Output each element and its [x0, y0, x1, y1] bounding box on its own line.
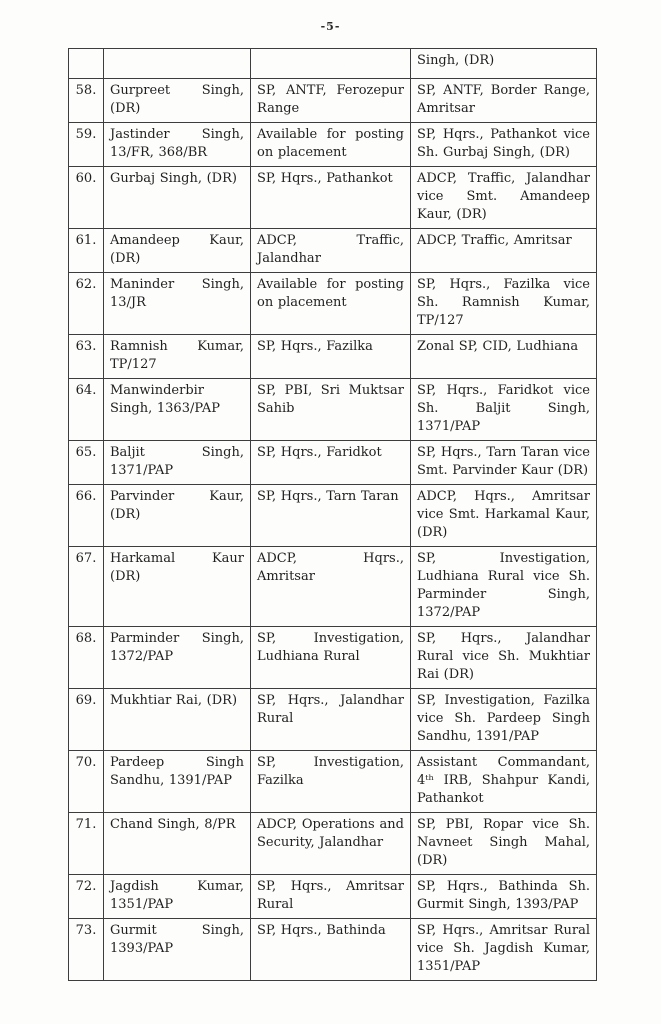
cell-serial-number: 70. [69, 751, 104, 813]
cell-serial-number: 69. [69, 689, 104, 751]
cell-serial-number [69, 49, 104, 79]
table-row [69, 813, 597, 875]
cell-new-posting: ADCP, Traffic, Amritsar [411, 229, 597, 273]
cell-officer-name: Gurpreet Singh, (DR) [104, 79, 251, 123]
cell-current-posting: SP, Investigation, Fazilka [251, 751, 411, 813]
cell-current-posting: SP, Hqrs., Amritsar Rural [251, 875, 411, 919]
cell-new-posting: SP, Investigation, Fazilka vice Sh. Pardeep Singh Sandhu, 1391/PAP [411, 689, 597, 751]
cell-current-posting: SP, Hqrs., Fazilka [251, 335, 411, 379]
cell-current-posting: SP, Hqrs., Bathinda [251, 919, 411, 981]
cell-new-posting: SP, Investigation, Ludhiana Rural vice Sh. Parminder Singh, 1372/PAP [411, 547, 597, 627]
cell-new-posting: SP, Hqrs., Bathinda Sh. Gurmit Singh, 1393/PAP [411, 875, 597, 919]
cell-serial-number: 73. [69, 919, 104, 981]
cell-new-posting: SP, Hqrs., Amritsar Rural vice Sh. Jagdish Kumar, 1351/PAP [411, 919, 597, 981]
cell-current-posting: ADCP, Traffic, Jalandhar [251, 229, 411, 273]
cell-current-posting: SP, Hqrs., Jalandhar Rural [251, 689, 411, 751]
cell-current-posting: SP, Investigation, Ludhiana Rural [251, 627, 411, 689]
cell-officer-name: Parminder Singh, 1372/PAP [104, 627, 251, 689]
cell-new-posting: SP, Hqrs., Pathankot vice Sh. Gurbaj Singh, (DR) [411, 123, 597, 167]
cell-new-posting: Zonal SP, CID, Ludhiana [411, 335, 597, 379]
cell-current-posting [251, 49, 411, 79]
table-row [69, 273, 597, 335]
cell-new-posting: Singh, (DR) [411, 49, 597, 79]
cell-new-posting: SP, Hqrs., Fazilka vice Sh. Ramnish Kumar, TP/127 [411, 273, 597, 335]
cell-officer-name: Maninder Singh, 13/JR [104, 273, 251, 335]
table-row [69, 335, 597, 379]
table-row [69, 441, 597, 485]
cell-current-posting: SP, ANTF, Ferozepur Range [251, 79, 411, 123]
cell-current-posting: ADCP, Hqrs., Amritsar [251, 547, 411, 627]
cell-new-posting: SP, Hqrs., Jalandhar Rural vice Sh. Mukhtiar Rai (DR) [411, 627, 597, 689]
cell-serial-number: 68. [69, 627, 104, 689]
cell-new-posting: ADCP, Hqrs., Amritsar vice Smt. Harkamal Kaur, (DR) [411, 485, 597, 547]
cell-serial-number: 61. [69, 229, 104, 273]
cell-officer-name: Baljit Singh, 1371/PAP [104, 441, 251, 485]
cell-officer-name: Manwinderbir Singh, 1363/PAP [104, 379, 251, 441]
cell-new-posting: SP, ANTF, Border Range, Amritsar [411, 79, 597, 123]
cell-officer-name: Jastinder Singh, 13/FR, 368/BR [104, 123, 251, 167]
cell-serial-number: 67. [69, 547, 104, 627]
cell-serial-number: 71. [69, 813, 104, 875]
cell-officer-name: Parvinder Kaur, (DR) [104, 485, 251, 547]
cell-officer-name: Chand Singh, 8/PR [104, 813, 251, 875]
cell-serial-number: 59. [69, 123, 104, 167]
cell-current-posting: SP, Hqrs., Tarn Taran [251, 485, 411, 547]
cell-new-posting: ADCP, Traffic, Jalandhar vice Smt. Amandeep Kaur, (DR) [411, 167, 597, 229]
table-row [69, 123, 597, 167]
table-row [69, 229, 597, 273]
table-row [69, 751, 597, 813]
table-row [69, 167, 597, 229]
cell-serial-number: 58. [69, 79, 104, 123]
cell-officer-name: Ramnish Kumar, TP/127 [104, 335, 251, 379]
transfer-orders-table [68, 48, 597, 981]
cell-serial-number: 62. [69, 273, 104, 335]
cell-officer-name: Harkamal Kaur (DR) [104, 547, 251, 627]
cell-new-posting: SP, Hqrs., Faridkot vice Sh. Baljit Singh, 1371/PAP [411, 379, 597, 441]
table-row [69, 689, 597, 751]
table-row [69, 547, 597, 627]
cell-serial-number: 63. [69, 335, 104, 379]
cell-current-posting: SP, Hqrs., Faridkot [251, 441, 411, 485]
cell-current-posting: ADCP, Operations and Security, Jalandhar [251, 813, 411, 875]
page-number: -5- [320, 20, 341, 33]
cell-new-posting: SP, PBI, Ropar vice Sh. Navneet Singh Mahal, (DR) [411, 813, 597, 875]
cell-new-posting: Assistant Commandant, 4ᵗʰ IRB, Shahpur Kandi, Pathankot [411, 751, 597, 813]
cell-serial-number: 64. [69, 379, 104, 441]
cell-officer-name: Gurbaj Singh, (DR) [104, 167, 251, 229]
cell-serial-number: 66. [69, 485, 104, 547]
cell-officer-name: Gurmit Singh, 1393/PAP [104, 919, 251, 981]
table-row [69, 875, 597, 919]
cell-serial-number: 60. [69, 167, 104, 229]
cell-officer-name: Jagdish Kumar, 1351/PAP [104, 875, 251, 919]
cell-current-posting: Available for posting on placement [251, 273, 411, 335]
table-row [69, 49, 597, 79]
cell-current-posting: SP, Hqrs., Pathankot [251, 167, 411, 229]
cell-new-posting: SP, Hqrs., Tarn Taran vice Smt. Parvinder Kaur (DR) [411, 441, 597, 485]
table-row [69, 379, 597, 441]
cell-officer-name [104, 49, 251, 79]
table-row [69, 919, 597, 981]
cell-current-posting: SP, PBI, Sri Muktsar Sahib [251, 379, 411, 441]
cell-serial-number: 72. [69, 875, 104, 919]
table-row [69, 79, 597, 123]
table-row [69, 485, 597, 547]
table-body [69, 49, 597, 981]
cell-officer-name: Mukhtiar Rai, (DR) [104, 689, 251, 751]
cell-officer-name: Pardeep Singh Sandhu, 1391/PAP [104, 751, 251, 813]
cell-serial-number: 65. [69, 441, 104, 485]
cell-current-posting: Available for posting on placement [251, 123, 411, 167]
cell-officer-name: Amandeep Kaur, (DR) [104, 229, 251, 273]
table-row [69, 627, 597, 689]
